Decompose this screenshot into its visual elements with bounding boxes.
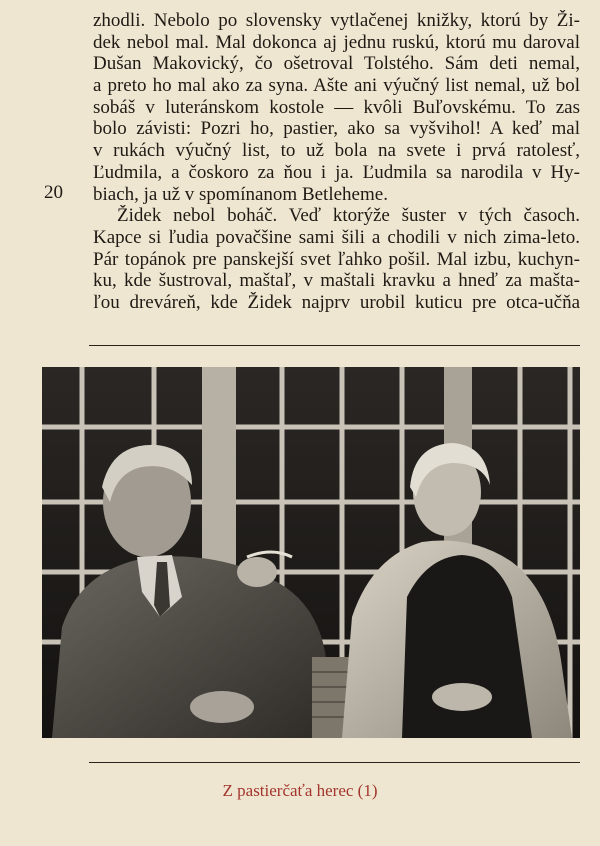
body-text [93, 10, 580, 314]
text-line: biach, ja už v spomínanom Betleheme. [93, 183, 388, 205]
text-line: Ľudmila, a čoskoro za ňou i ja. Ľudmila sa narodila v Hy- [93, 161, 580, 183]
text-line: Kapce si ľudia povačšine sami šili a chodili v nich zima-leto. [93, 226, 580, 248]
text-line: dek nebol mal. Mal dokonca aj jednu ruskú, ktorú mu daroval [93, 31, 580, 53]
text-line: Dušan Makovický, čo ošetroval Tolstého. Sám deti nemal, [93, 53, 580, 75]
text-line: Pár topánok pre panskejší svet ľahko pošil. Mal izbu, kuchyn- [93, 248, 580, 270]
top-divider [89, 345, 580, 346]
text-line: v rukách výučný list, to už bola na svete i prvá ratolesť, [93, 140, 580, 162]
text-line: sobáš v luteránskom kostole — kvôli Buľovskému. To zas [93, 96, 580, 118]
text-line: a preto ho mal ako za syna. Ašte ani výučný list nemal, už bol [93, 75, 580, 97]
text-line: ku, kde šustroval, maštaľ, v maštali kravku a hneď za mašta- [93, 270, 580, 292]
photograph [42, 367, 580, 738]
page-number: 20 [44, 182, 63, 203]
text-line: zhodli. Nebolo po slovensky vytlačenej knižky, ktorú by Ži- [93, 10, 580, 31]
text-line: Židek nebol boháč. Veď ktorýže šuster v tých časoch. [117, 205, 580, 227]
text-line: ľou dreváreň, kde Židek najprv urobil kuticu pre otca-učňa [93, 291, 580, 313]
photo-caption: Z pastierčaťa herec (1) [222, 781, 378, 800]
text-line: bolo závisti: Pozri ho, pastier, ako sa vyšvihol! A keď mal [93, 118, 580, 140]
bottom-divider [89, 762, 580, 763]
